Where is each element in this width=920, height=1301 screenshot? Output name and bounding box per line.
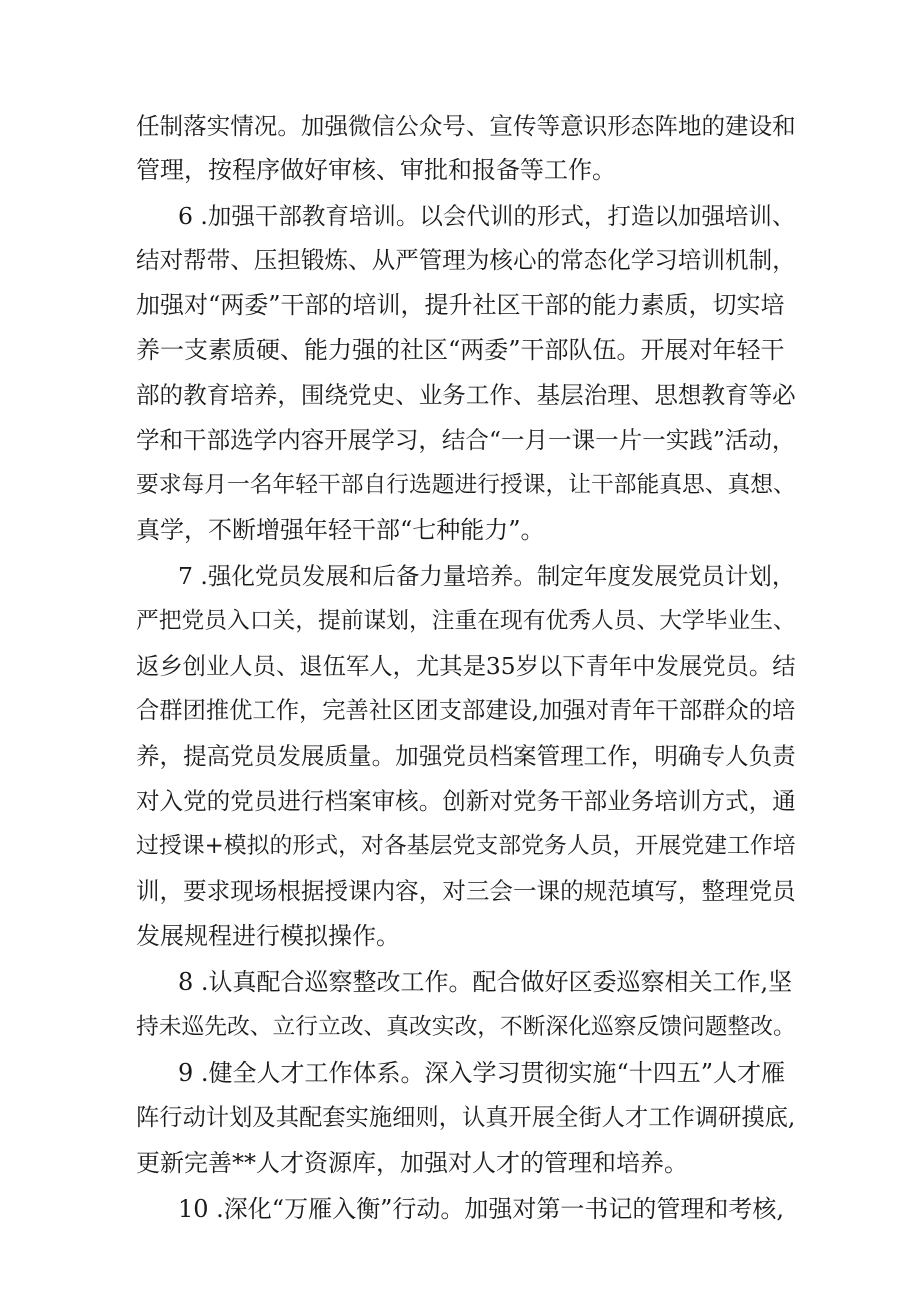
text-line: 学和干部选学内容开展学习，结合“一月一课一片一实践”活动， — [136, 426, 796, 454]
text-line: 过授课+模拟的形式，对各基层党支部党务人员，开展党建工作培 — [136, 833, 796, 859]
text-line: 返乡创业人员、退伍军人，尤其是35岁以下青年中发展党员。结 — [136, 652, 796, 680]
text-line: 部的教育培养，围绕党史、业务工作、基层治理、思想教育等必 — [136, 381, 796, 409]
text-line: 对入党的党员进行档案审核。创新对党务干部业务培训方式，通 — [136, 787, 796, 815]
text-line: 结对帮带、压担锻炼、从严管理为核心的常态化学习培训机制， — [136, 246, 796, 274]
paragraph-6-heading-line: 6 .加强干部教育培训。以会代训的形式，打造以加强培训、 — [178, 202, 796, 230]
text-line: 持未巡先改、立行立改、真改实改，不断深化巡察反馈问题整改。 — [136, 1014, 796, 1040]
text-line: 管理，按程序做好审核、审批和报备等工作。 — [136, 156, 616, 184]
paragraph-10-heading-line: 10 .深化“万雁入衡”行动。加强对第一书记的管理和考核, — [178, 1195, 784, 1223]
text-line: 发展规程进行模拟操作。 — [136, 922, 400, 950]
paragraph-7-heading-line: 7 .强化党员发展和后备力量培养。制定年度发展党员计划， — [178, 562, 796, 590]
text-line: 要求每月一名年轻干部自行选题进行授课，让干部能真思、真想、 — [136, 472, 796, 498]
text-line: 严把党员入口关，提前谋划，注重在现有优秀人员、大学毕业生、 — [136, 608, 796, 634]
text-line: 真学，不断增强年轻干部“七种能力”。 — [136, 516, 545, 544]
text-line: 更新完善**人才资源库，加强对人才的管理和培养。 — [136, 1149, 688, 1177]
text-line: 加强对“两委”干部的培训，提升社区干部的能力素质，切实培 — [136, 291, 785, 319]
text-line: 合群团推优工作，完善社区团支部建设,加强对青年干部群众的培 — [136, 697, 796, 724]
text-line: 训，要求现场根据授课内容，对三会一课的规范填写，整理党员 — [136, 877, 796, 905]
text-line: 养，提高党员发展质量。加强党员档案管理工作，明确专人负责 — [136, 742, 796, 770]
paragraph-8-heading-line: 8 .认真配合巡察整改工作。配合做好区委巡察相关工作,坚 — [178, 968, 793, 996]
text-line: 任制落实情况。加强微信公众号、宣传等意识形态阵地的建设和 — [136, 112, 796, 140]
text-line: 养一支素质硬、能力强的社区“两委”干部队伍。开展对年轻干 — [136, 336, 785, 364]
paragraph-9-heading-line: 9 .健全人才工作体系。深入学习贯彻实施“十四五”人才雁 — [178, 1059, 786, 1087]
text-line: 阵行动计划及其配套实施细则，认真开展全街人才工作调研摸底, — [136, 1104, 796, 1131]
